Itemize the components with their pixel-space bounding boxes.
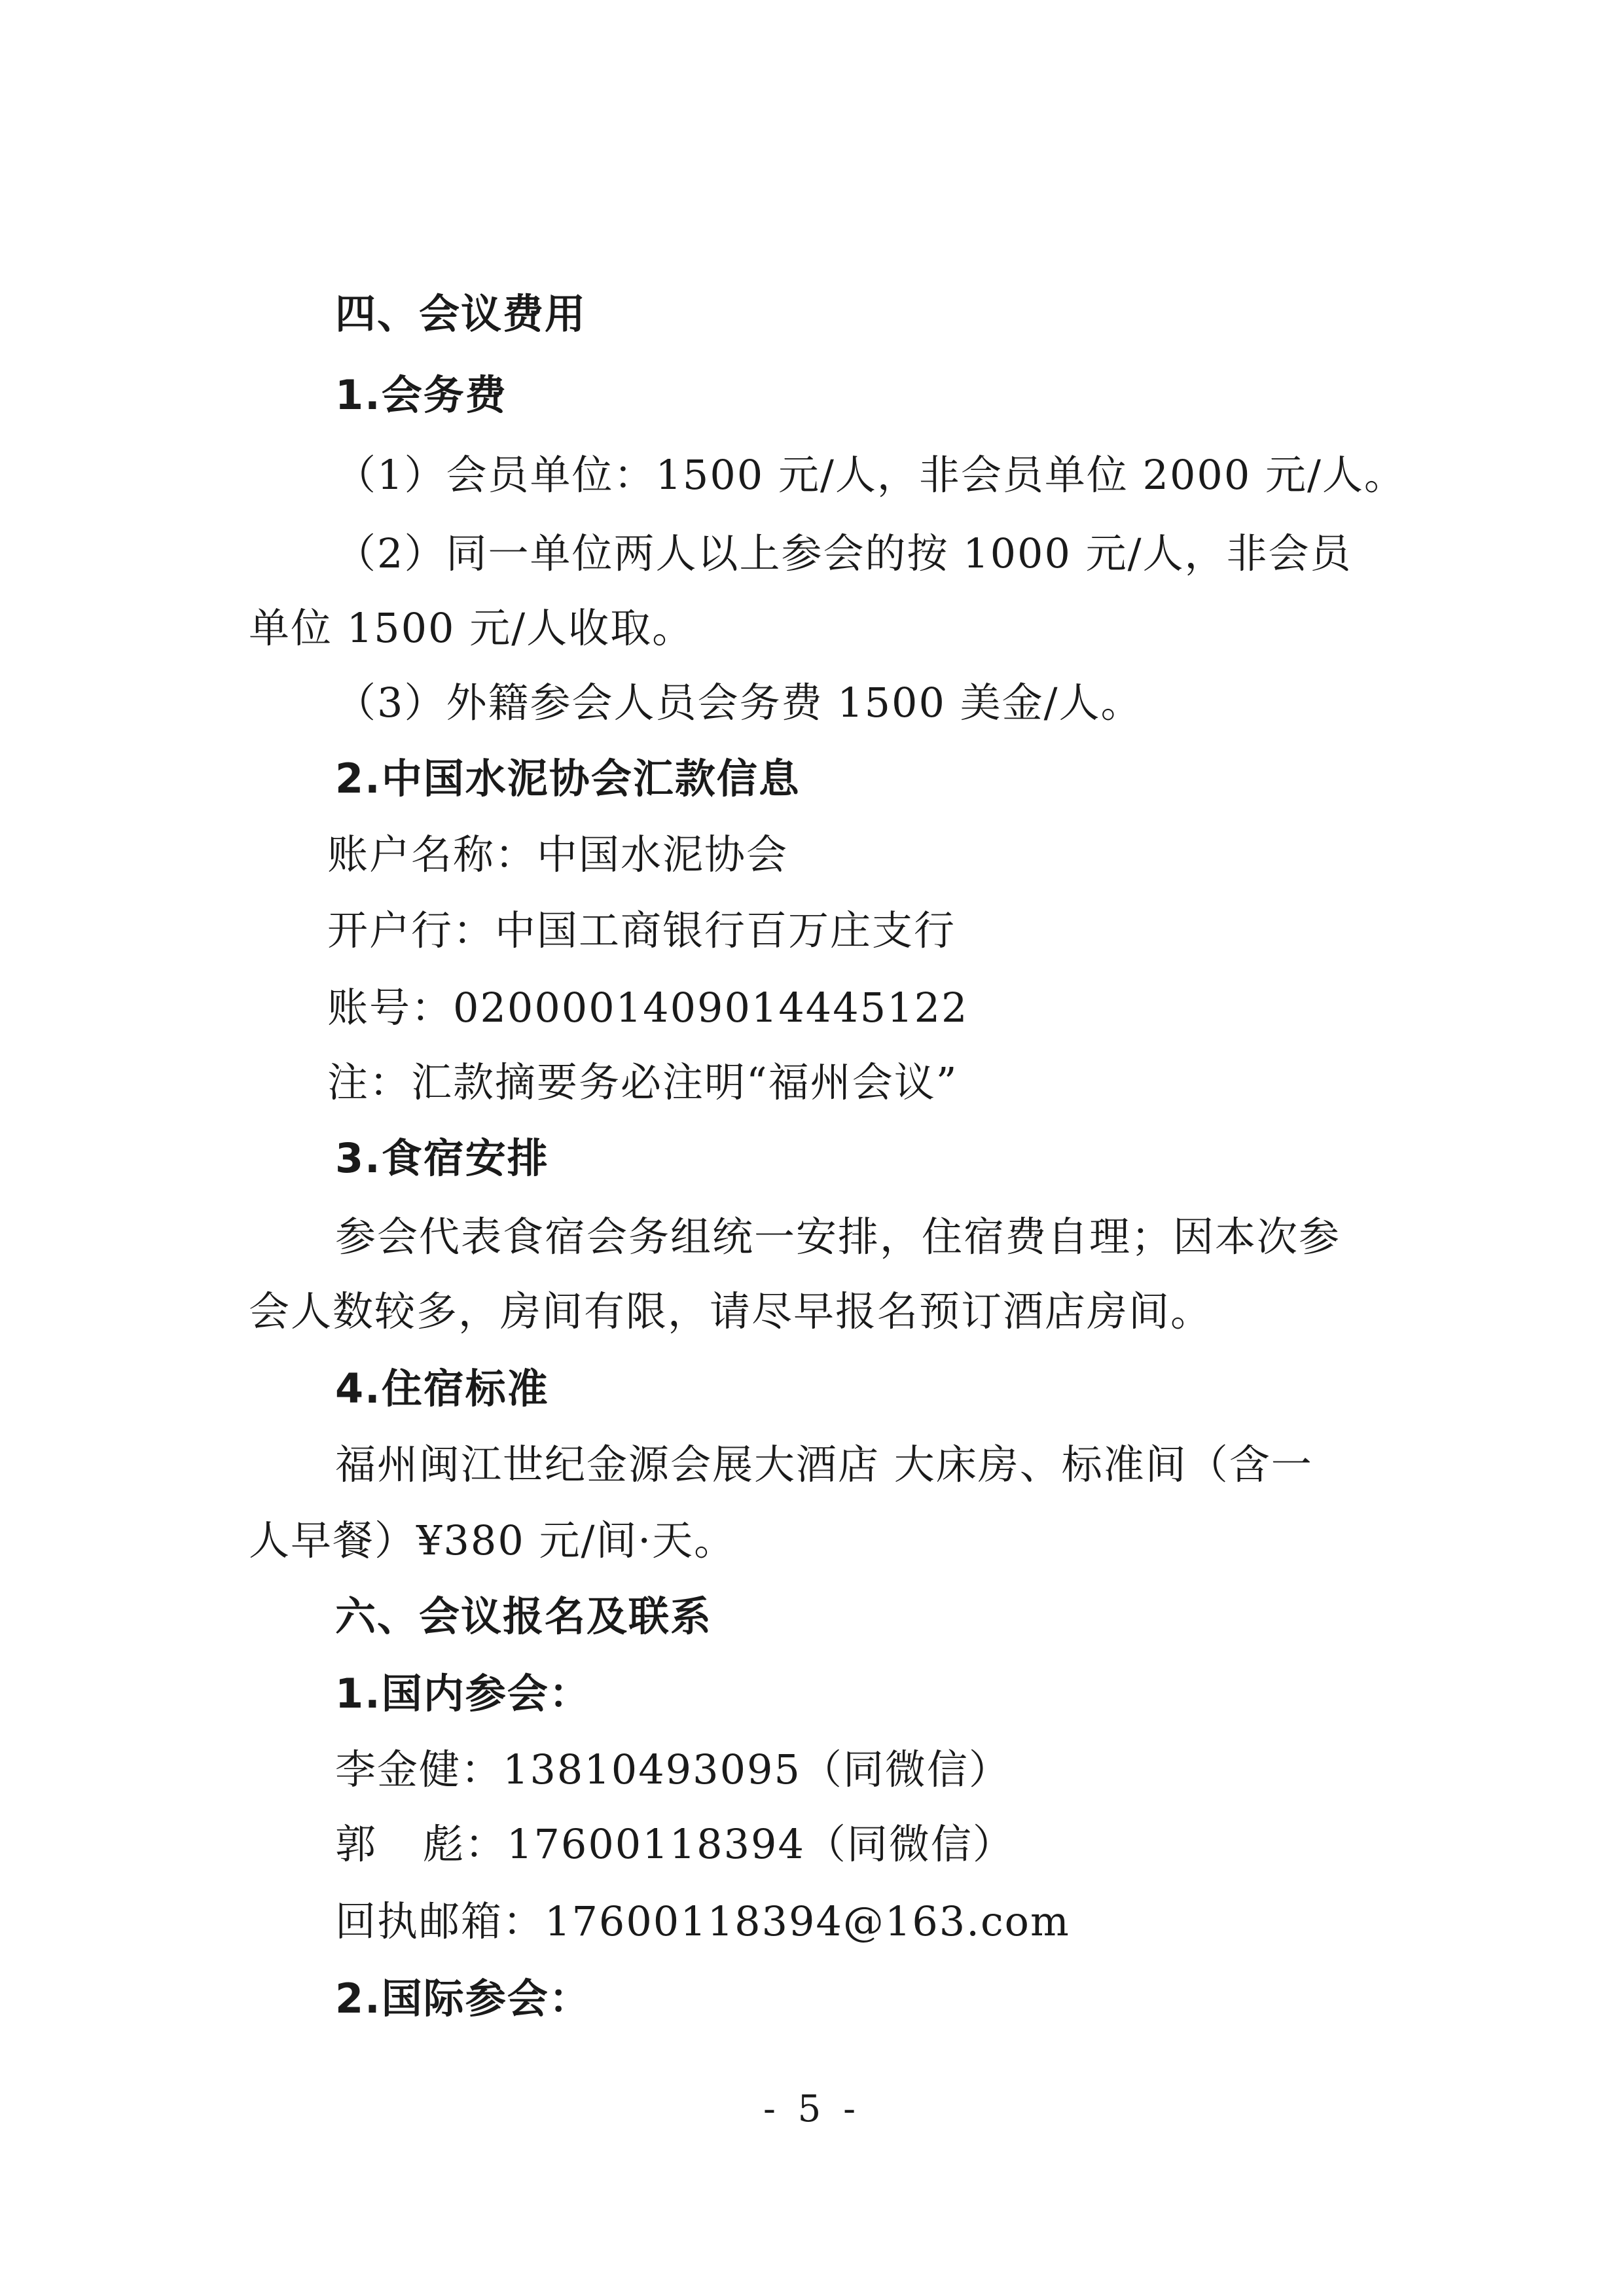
bank-branch: 开户行：中国工商银行百万庄支行 [327,906,956,954]
domestic-subheading: 1.国内参会： [335,1670,591,1717]
contact-guo-biao-surname: 郭 [335,1820,378,1868]
contact-guo-biao [335,1818,1015,1871]
standard-line1: 福州闽江世纪金源会展大酒店 大床房、标准间（含一 [335,1441,1313,1488]
page-number: - 5 - [763,2088,861,2130]
receipt-email: 回执邮箱：17600118394@163.com [335,1897,1070,1945]
contact-guo-biao-rest: 彪：17600118394（同微信） [423,1820,1015,1868]
fee-item-member: （1）会员单位：1500 元/人，非会员单位 2000 元/人。 [335,451,1406,499]
bank-account-number: 账号：0200001409014445122 [327,984,969,1031]
standard-line2: 人早餐）¥380 元/间·天。 [249,1516,736,1564]
bank-account-name: 账户名称：中国水泥协会 [327,831,789,878]
lodging-subheading: 3.食宿安排 [335,1134,549,1182]
fees-heading: 四、会议费用 [335,290,587,338]
fee-subheading: 1.会务费 [335,371,507,419]
international-subheading: 2.国际参会： [335,1975,591,2022]
standard-subheading: 4.住宿标准 [335,1365,549,1412]
fee-item-group-line1: （2）同一单位两人以上参会的按 1000 元/人，非会员 [335,529,1352,577]
fee-item-group-line2: 单位 1500 元/人收取。 [249,604,695,652]
lodging-line2: 会人数较多，房间有限，请尽早报名预订酒店房间。 [249,1287,1213,1335]
fee-item-foreign: （3）外籍参会人员会务费 1500 美金/人。 [335,679,1143,726]
register-heading: 六、会议报名及联系 [335,1592,713,1640]
lodging-line1: 参会代表食宿会务组统一安排，住宿费自理；因本次参 [335,1213,1341,1261]
bank-subheading: 2.中国水泥协会汇款信息 [335,755,801,802]
contact-li-jinjian: 李金健：13810493095（同微信） [335,1746,1011,1793]
bank-note: 注：汇款摘要务必注明“福州会议” [327,1058,958,1106]
